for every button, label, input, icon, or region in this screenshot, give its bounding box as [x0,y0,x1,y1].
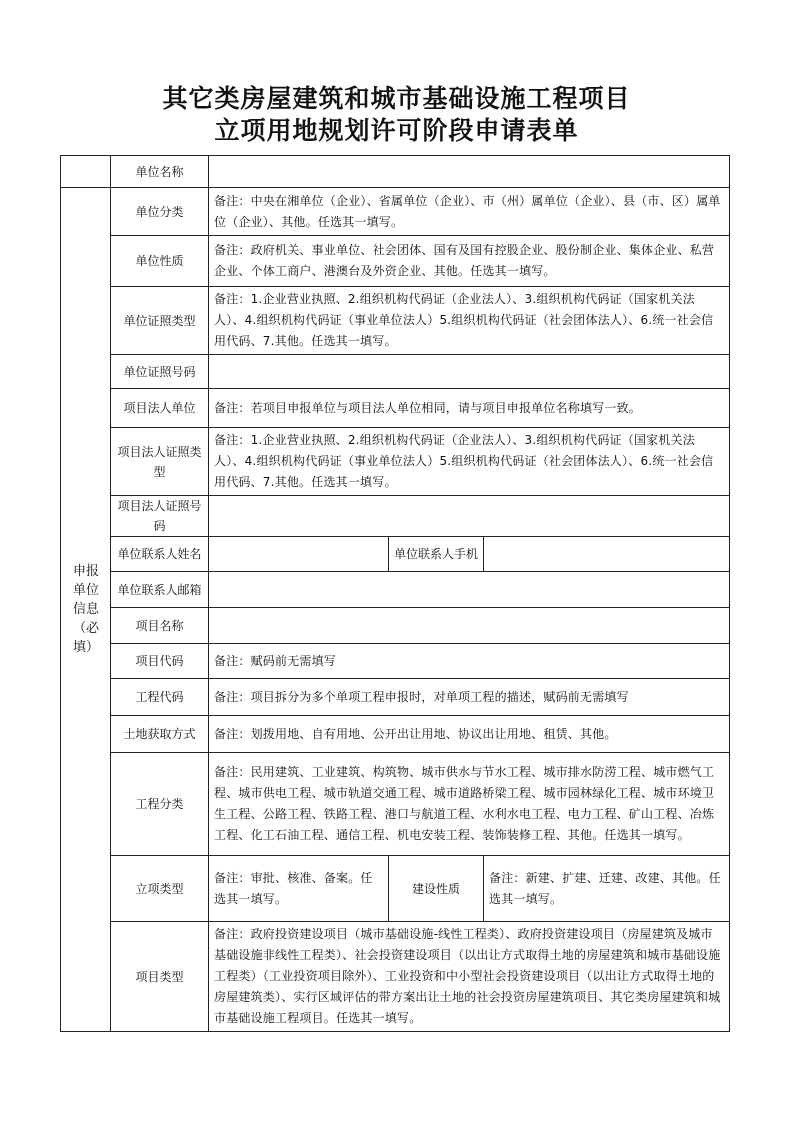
contact-email-label: 单位联系人邮箱 [111,572,209,608]
unit-license-type-label: 单位证照类型 [111,287,209,355]
contact-email-field[interactable] [209,572,730,608]
project-code-label: 项目代码 [111,644,209,679]
legal-license-no-label: 项目法人证照号码 [111,496,209,537]
application-form-table [60,155,730,1032]
unit-name-field[interactable] [209,156,730,188]
approval-type-field[interactable]: 备注：审批、核准、备案。任选其一填写。 [209,856,389,922]
approval-type-label: 立项类型 [111,856,209,922]
engineering-code-label: 工程代码 [111,679,209,716]
contact-phone-field[interactable] [484,537,730,572]
unit-license-type-field[interactable]: 备注：1.企业营业执照、2.组织机构代码证（企业法人）、3.组织机构代码证（国家机关法人）、4.组织机构代码证（事业单位法人）5.组织机构代码证（社会团体法人）、6.统一社会信用代码、7.其他。任选其一填写。 [209,287,730,355]
unit-name-label: 单位名称 [111,156,209,188]
engineering-code-field[interactable]: 备注：项目拆分为多个单项工程申报时，对单项工程的描述，赋码前无需填写 [209,679,730,716]
project-legal-unit-field[interactable]: 备注：若项目申报单位与项目法人单位相同，请与项目申报单位名称填写一致。 [209,389,730,428]
contact-name-label: 单位联系人姓名 [111,537,209,572]
project-type-field[interactable]: 备注：政府投资建设项目（城市基础设施-线性工程类）、政府投资建设项目（房屋建筑及城市基础设施非线性工程类）、社会投资建设项目（以出让方式取得土地的房屋建筑和城市基础设施工程类）（工业投资项目除外）、工业投资和中小型社会投资建设项目（以出让方式取得土地的房屋建筑类）、实行区域评估的带方案出让土地的社会投资房屋建筑项目、其它类房屋建筑和城市基础设施工程项目。任选其一填写。 [209,922,730,1032]
project-code-field[interactable]: 备注：赋码前无需填写 [209,644,730,679]
engineering-category-field[interactable]: 备注：民用建筑、工业建筑、构筑物、城市供水与节水工程、城市排水防涝工程、城市燃气工程、城市供电工程、城市轨道交通工程、城市道路桥梁工程、城市园林绿化工程、城市环境卫生工程、公路工程、铁路工程、港口与航道工程、水利水电工程、电力工程、矿山工程、冶炼工程、化工石油工程、通信工程、机电安装工程、装饰装修工程、其他。任选其一填写。 [209,753,730,856]
unit-nature-label: 单位性质 [111,236,209,287]
contact-phone-label: 单位联系人手机 [389,537,484,572]
legal-license-no-field[interactable] [209,496,730,537]
legal-license-type-field[interactable]: 备注：1.企业营业执照、2.组织机构代码证（企业法人）、3.组织机构代码证（国家机关法人）、4.组织机构代码证（事业单位法人）5.组织机构代码证（社会团体法人）、6.统一社会信用代码、7.其他。任选其一填写。 [209,428,730,496]
form-title-line2: 立项用地规划许可阶段申请表单 [214,116,579,145]
land-acquisition-label: 土地获取方式 [111,716,209,753]
form-title-line1: 其它类房屋建筑和城市基础设施工程项目 [162,84,631,113]
construction-nature-label: 建设性质 [389,856,484,922]
unit-category-label: 单位分类 [111,188,209,236]
section-label-applicant-info [61,188,111,1032]
unit-license-no-field[interactable] [209,355,730,389]
unit-license-no-label: 单位证照号码 [111,355,209,389]
project-type-label: 项目类型 [111,922,209,1032]
legal-license-type-label: 项目法人证照类型 [111,428,209,496]
construction-nature-field[interactable]: 备注：新建、扩建、迁建、改建、其他。任选其一填写。 [484,856,730,922]
project-name-label: 项目名称 [111,608,209,644]
section-column-top [61,156,111,188]
project-name-field[interactable] [209,608,730,644]
project-legal-unit-label: 项目法人单位 [111,389,209,428]
contact-name-field[interactable] [209,537,389,572]
engineering-category-label: 工程分类 [111,753,209,856]
unit-category-field[interactable]: 备注：中央在湘单位（企业）、省属单位（企业）、市（州）属单位（企业）、县（市、区）属单位（企业）、其他。任选其一填写。 [209,188,730,236]
section-label-text: 申报单位信息（必填） [72,564,99,655]
land-acquisition-field[interactable]: 备注：划拨用地、自有用地、公开出让用地、协议出让用地、租赁、其他。 [209,716,730,753]
unit-nature-field[interactable]: 备注：政府机关、事业单位、社会团体、国有及国有控股企业、股份制企业、集体企业、私营企业、个体工商户、港澳台及外资企业、其他。任选其一填写。 [209,236,730,287]
